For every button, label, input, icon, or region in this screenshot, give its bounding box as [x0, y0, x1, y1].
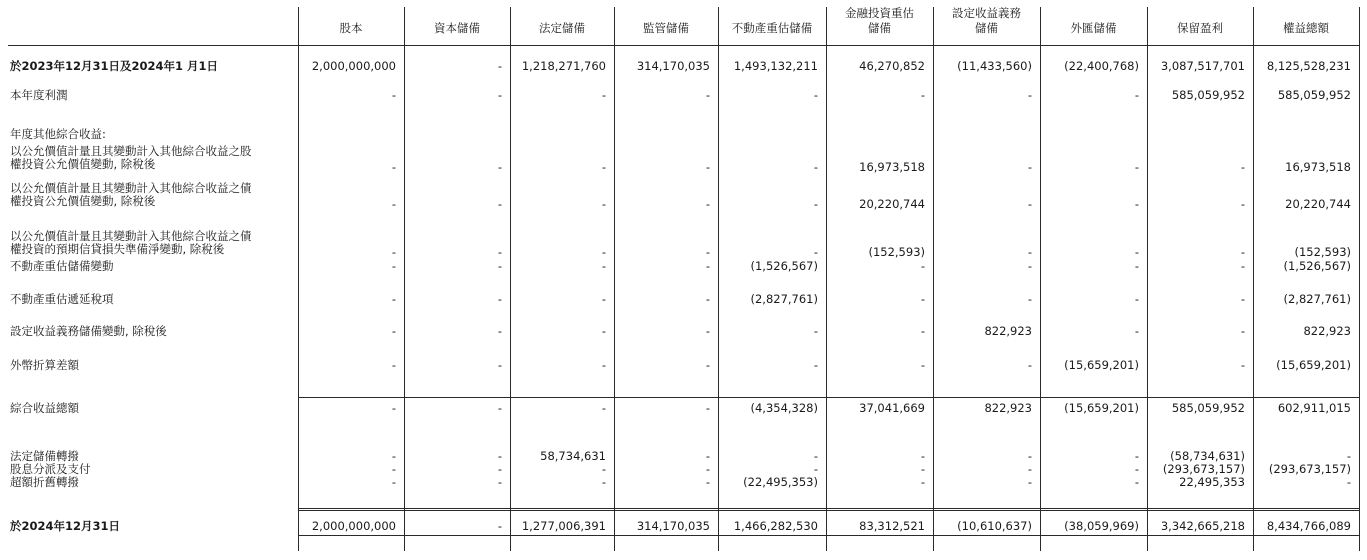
cell-statutory-reserve: 58,734,631 - - — [540, 449, 606, 489]
cell-capital-reserve: - - - — [497, 449, 502, 489]
cell-defined-benefit-reserve: 822,923 — [984, 401, 1032, 415]
cell-fvoci-reserve: - — [920, 259, 925, 273]
cell-share-capital: - — [391, 358, 396, 372]
cell-exchange-reserve: (15,659,201) — [1064, 358, 1139, 372]
cell-retained-earnings: - — [1240, 245, 1245, 259]
cell-regulatory-reserve: - — [705, 292, 710, 306]
cell-exchange-reserve: (15,659,201) — [1064, 401, 1139, 415]
cell-exchange-reserve: (22,400,768) — [1064, 59, 1139, 73]
column-header-defined-benefit-reserve: 設定收益義務 儲備 — [952, 6, 1021, 35]
cell-total-equity: 20,220,744 — [1285, 197, 1351, 211]
row-rule — [298, 510, 1360, 511]
cell-share-capital: - — [391, 324, 396, 338]
cell-fvoci-reserve: - - - — [920, 449, 925, 489]
cell-regulatory-reserve: 314,170,035 — [636, 59, 710, 73]
cell-defined-benefit-reserve: (11,433,560) — [957, 59, 1032, 73]
cell-capital-reserve: - — [497, 292, 502, 306]
cell-total-equity: 602,911,015 — [1277, 401, 1351, 415]
cell-total-equity: (152,593) — [1294, 245, 1351, 259]
column-rule — [1359, 7, 1360, 551]
cell-fvoci-reserve: - — [920, 292, 925, 306]
cell-exchange-reserve: - — [1134, 160, 1139, 174]
cell-defined-benefit-reserve: - - - — [1027, 449, 1032, 489]
row-rule — [298, 508, 1360, 509]
cell-exchange-reserve: - — [1134, 245, 1139, 259]
row-rule — [298, 45, 1360, 46]
cell-regulatory-reserve: - — [705, 197, 710, 211]
cell-fvoci-reserve: 16,973,518 — [859, 160, 925, 174]
cell-defined-benefit-reserve: - — [1027, 259, 1032, 273]
cell-retained-earnings: - — [1240, 259, 1245, 273]
cell-retained-earnings: - — [1240, 197, 1245, 211]
cell-property-revaluation-reserve: - - (22,495,353) — [743, 449, 818, 489]
cell-regulatory-reserve: 314,170,035 — [636, 519, 710, 533]
cell-retained-earnings: (58,734,631) (293,673,157) 22,495,353 — [1162, 449, 1245, 489]
cell-regulatory-reserve: - — [705, 259, 710, 273]
cell-property-revaluation-reserve: - — [813, 160, 818, 174]
cell-regulatory-reserve: - — [705, 401, 710, 415]
cell-statutory-reserve: - — [601, 245, 606, 259]
cell-fvoci-reserve: 20,220,744 — [859, 197, 925, 211]
column-header-exchange-reserve: 外匯儲備 — [1070, 21, 1117, 35]
cell-retained-earnings: 3,087,517,701 — [1160, 59, 1245, 73]
cell-share-capital: - — [391, 197, 396, 211]
cell-share-capital: - - - — [391, 449, 396, 489]
cell-property-revaluation-reserve: - — [813, 197, 818, 211]
cell-retained-earnings: - — [1240, 292, 1245, 306]
row-label: 設定收益義務儲備變動, 除稅後 — [10, 324, 167, 338]
cell-retained-earnings: - — [1240, 324, 1245, 338]
row-label: 年度其他綜合收益: — [10, 127, 106, 141]
cell-retained-earnings: 585,059,952 — [1171, 401, 1245, 415]
cell-share-capital: - — [391, 401, 396, 415]
cell-capital-reserve: - — [497, 259, 502, 273]
cell-defined-benefit-reserve: - — [1027, 358, 1032, 372]
cell-fvoci-reserve: - — [920, 88, 925, 102]
cell-share-capital: - — [391, 88, 396, 102]
row-label: 法定儲備轉撥 股息分派及支付 超額折舊轉撥 — [10, 449, 91, 489]
column-header-regulatory-reserve: 監管儲備 — [643, 21, 689, 35]
header-underline — [8, 45, 298, 46]
row-label: 以公允價值計量且其變動計入其他綜合收益之債 權投資公允價值變動, 除稅後 — [10, 181, 252, 208]
column-header-statutory-reserve: 法定儲備 — [539, 21, 585, 35]
row-rule — [298, 535, 1360, 536]
cell-total-equity: 8,125,528,231 — [1266, 59, 1351, 73]
cell-statutory-reserve: - — [601, 259, 606, 273]
cell-defined-benefit-reserve: - — [1027, 197, 1032, 211]
cell-retained-earnings: 3,342,665,218 — [1160, 519, 1245, 533]
row-label: 本年度利潤 — [10, 88, 68, 102]
row-label: 於2023年12月31日及2024年1 月1日 — [10, 59, 219, 73]
cell-capital-reserve: - — [497, 197, 502, 211]
cell-statutory-reserve: - — [601, 197, 606, 211]
cell-regulatory-reserve: - — [705, 358, 710, 372]
cell-statutory-reserve: - — [601, 358, 606, 372]
cell-defined-benefit-reserve: - — [1027, 245, 1032, 259]
cell-total-equity: (2,827,761) — [1283, 292, 1351, 306]
cell-regulatory-reserve: - — [705, 324, 710, 338]
cell-share-capital: 2,000,000,000 — [311, 59, 396, 73]
cell-property-revaluation-reserve: (2,827,761) — [750, 292, 818, 306]
cell-exchange-reserve: (38,059,969) — [1064, 519, 1139, 533]
cell-defined-benefit-reserve: - — [1027, 160, 1032, 174]
column-header-total-equity: 權益總額 — [1283, 21, 1329, 35]
cell-defined-benefit-reserve: (10,610,637) — [957, 519, 1032, 533]
cell-regulatory-reserve: - — [705, 88, 710, 102]
cell-regulatory-reserve: - - - — [705, 449, 710, 489]
cell-total-equity: - (293,673,157) - — [1268, 449, 1351, 489]
cell-exchange-reserve: - — [1134, 197, 1139, 211]
cell-defined-benefit-reserve: - — [1027, 88, 1032, 102]
cell-statutory-reserve: - — [601, 292, 606, 306]
cell-fvoci-reserve: 83,312,521 — [859, 519, 925, 533]
row-rule — [298, 397, 1360, 398]
cell-property-revaluation-reserve: 1,493,132,211 — [733, 59, 818, 73]
column-header-capital-reserve: 資本儲備 — [434, 21, 480, 35]
row-label: 不動產重估遞延稅項 — [10, 292, 114, 306]
cell-statutory-reserve: - — [601, 160, 606, 174]
cell-share-capital: - — [391, 160, 396, 174]
cell-retained-earnings: - — [1240, 358, 1245, 372]
cell-total-equity: 585,059,952 — [1277, 88, 1351, 102]
cell-capital-reserve: - — [497, 245, 502, 259]
cell-property-revaluation-reserve: - — [813, 324, 818, 338]
cell-regulatory-reserve: - — [705, 160, 710, 174]
cell-fvoci-reserve: 46,270,852 — [859, 59, 925, 73]
cell-capital-reserve: - — [497, 324, 502, 338]
cell-statutory-reserve: - — [601, 401, 606, 415]
row-label: 不動產重估儲備變動 — [10, 259, 114, 273]
cell-property-revaluation-reserve: - — [813, 245, 818, 259]
cell-capital-reserve: - — [497, 59, 502, 73]
cell-property-revaluation-reserve: - — [813, 88, 818, 102]
row-label: 綜合收益總額 — [10, 401, 79, 415]
row-label: 外幣折算差額 — [10, 358, 79, 372]
cell-fvoci-reserve: (152,593) — [868, 245, 925, 259]
cell-retained-earnings: 585,059,952 — [1171, 88, 1245, 102]
cell-property-revaluation-reserve: (4,354,328) — [750, 401, 818, 415]
cell-share-capital: - — [391, 245, 396, 259]
cell-exchange-reserve: - — [1134, 88, 1139, 102]
cell-total-equity: 8,434,766,089 — [1266, 519, 1351, 533]
cell-capital-reserve: - — [497, 519, 502, 533]
cell-exchange-reserve: - — [1134, 259, 1139, 273]
cell-statutory-reserve: 1,277,006,391 — [521, 519, 606, 533]
cell-property-revaluation-reserve: (1,526,567) — [750, 259, 818, 273]
cell-exchange-reserve: - - - — [1134, 449, 1139, 489]
cell-defined-benefit-reserve: 822,923 — [984, 324, 1032, 338]
cell-share-capital: - — [391, 259, 396, 273]
cell-exchange-reserve: - — [1134, 324, 1139, 338]
cell-regulatory-reserve: - — [705, 245, 710, 259]
column-header-fvoci-reserve: 金融投資重估 儲備 — [845, 6, 914, 35]
cell-share-capital: 2,000,000,000 — [311, 519, 396, 533]
cell-fvoci-reserve: - — [920, 358, 925, 372]
cell-statutory-reserve: - — [601, 324, 606, 338]
cell-capital-reserve: - — [497, 160, 502, 174]
cell-property-revaluation-reserve: - — [813, 358, 818, 372]
cell-total-equity: (15,659,201) — [1276, 358, 1351, 372]
cell-capital-reserve: - — [497, 358, 502, 372]
column-header-retained-earnings: 保留盈利 — [1177, 21, 1223, 35]
cell-share-capital: - — [391, 292, 396, 306]
cell-property-revaluation-reserve: 1,466,282,530 — [733, 519, 818, 533]
cell-capital-reserve: - — [497, 401, 502, 415]
cell-capital-reserve: - — [497, 88, 502, 102]
cell-total-equity: 16,973,518 — [1285, 160, 1351, 174]
cell-defined-benefit-reserve: - — [1027, 292, 1032, 306]
cell-statutory-reserve: 1,218,271,760 — [521, 59, 606, 73]
row-label: 以公允價值計量且其變動計入其他綜合收益之債 權投資的預期信貸損失準備淨變動, 除稅後 — [10, 229, 252, 256]
cell-fvoci-reserve: - — [920, 324, 925, 338]
column-header-property-revaluation-reserve: 不動產重估儲備 — [731, 21, 813, 35]
cell-retained-earnings: - — [1240, 160, 1245, 174]
cell-statutory-reserve: - — [601, 88, 606, 102]
row-label: 以公允價值計量且其變動計入其他綜合收益之股 權投資公允價值變動, 除稅後 — [10, 144, 252, 171]
row-label: 於2024年12月31日 — [10, 519, 121, 533]
column-header-share-capital: 股本 — [339, 21, 363, 35]
cell-total-equity: 822,923 — [1303, 324, 1351, 338]
cell-exchange-reserve: - — [1134, 292, 1139, 306]
cell-fvoci-reserve: 37,041,669 — [859, 401, 925, 415]
cell-total-equity: (1,526,567) — [1283, 259, 1351, 273]
